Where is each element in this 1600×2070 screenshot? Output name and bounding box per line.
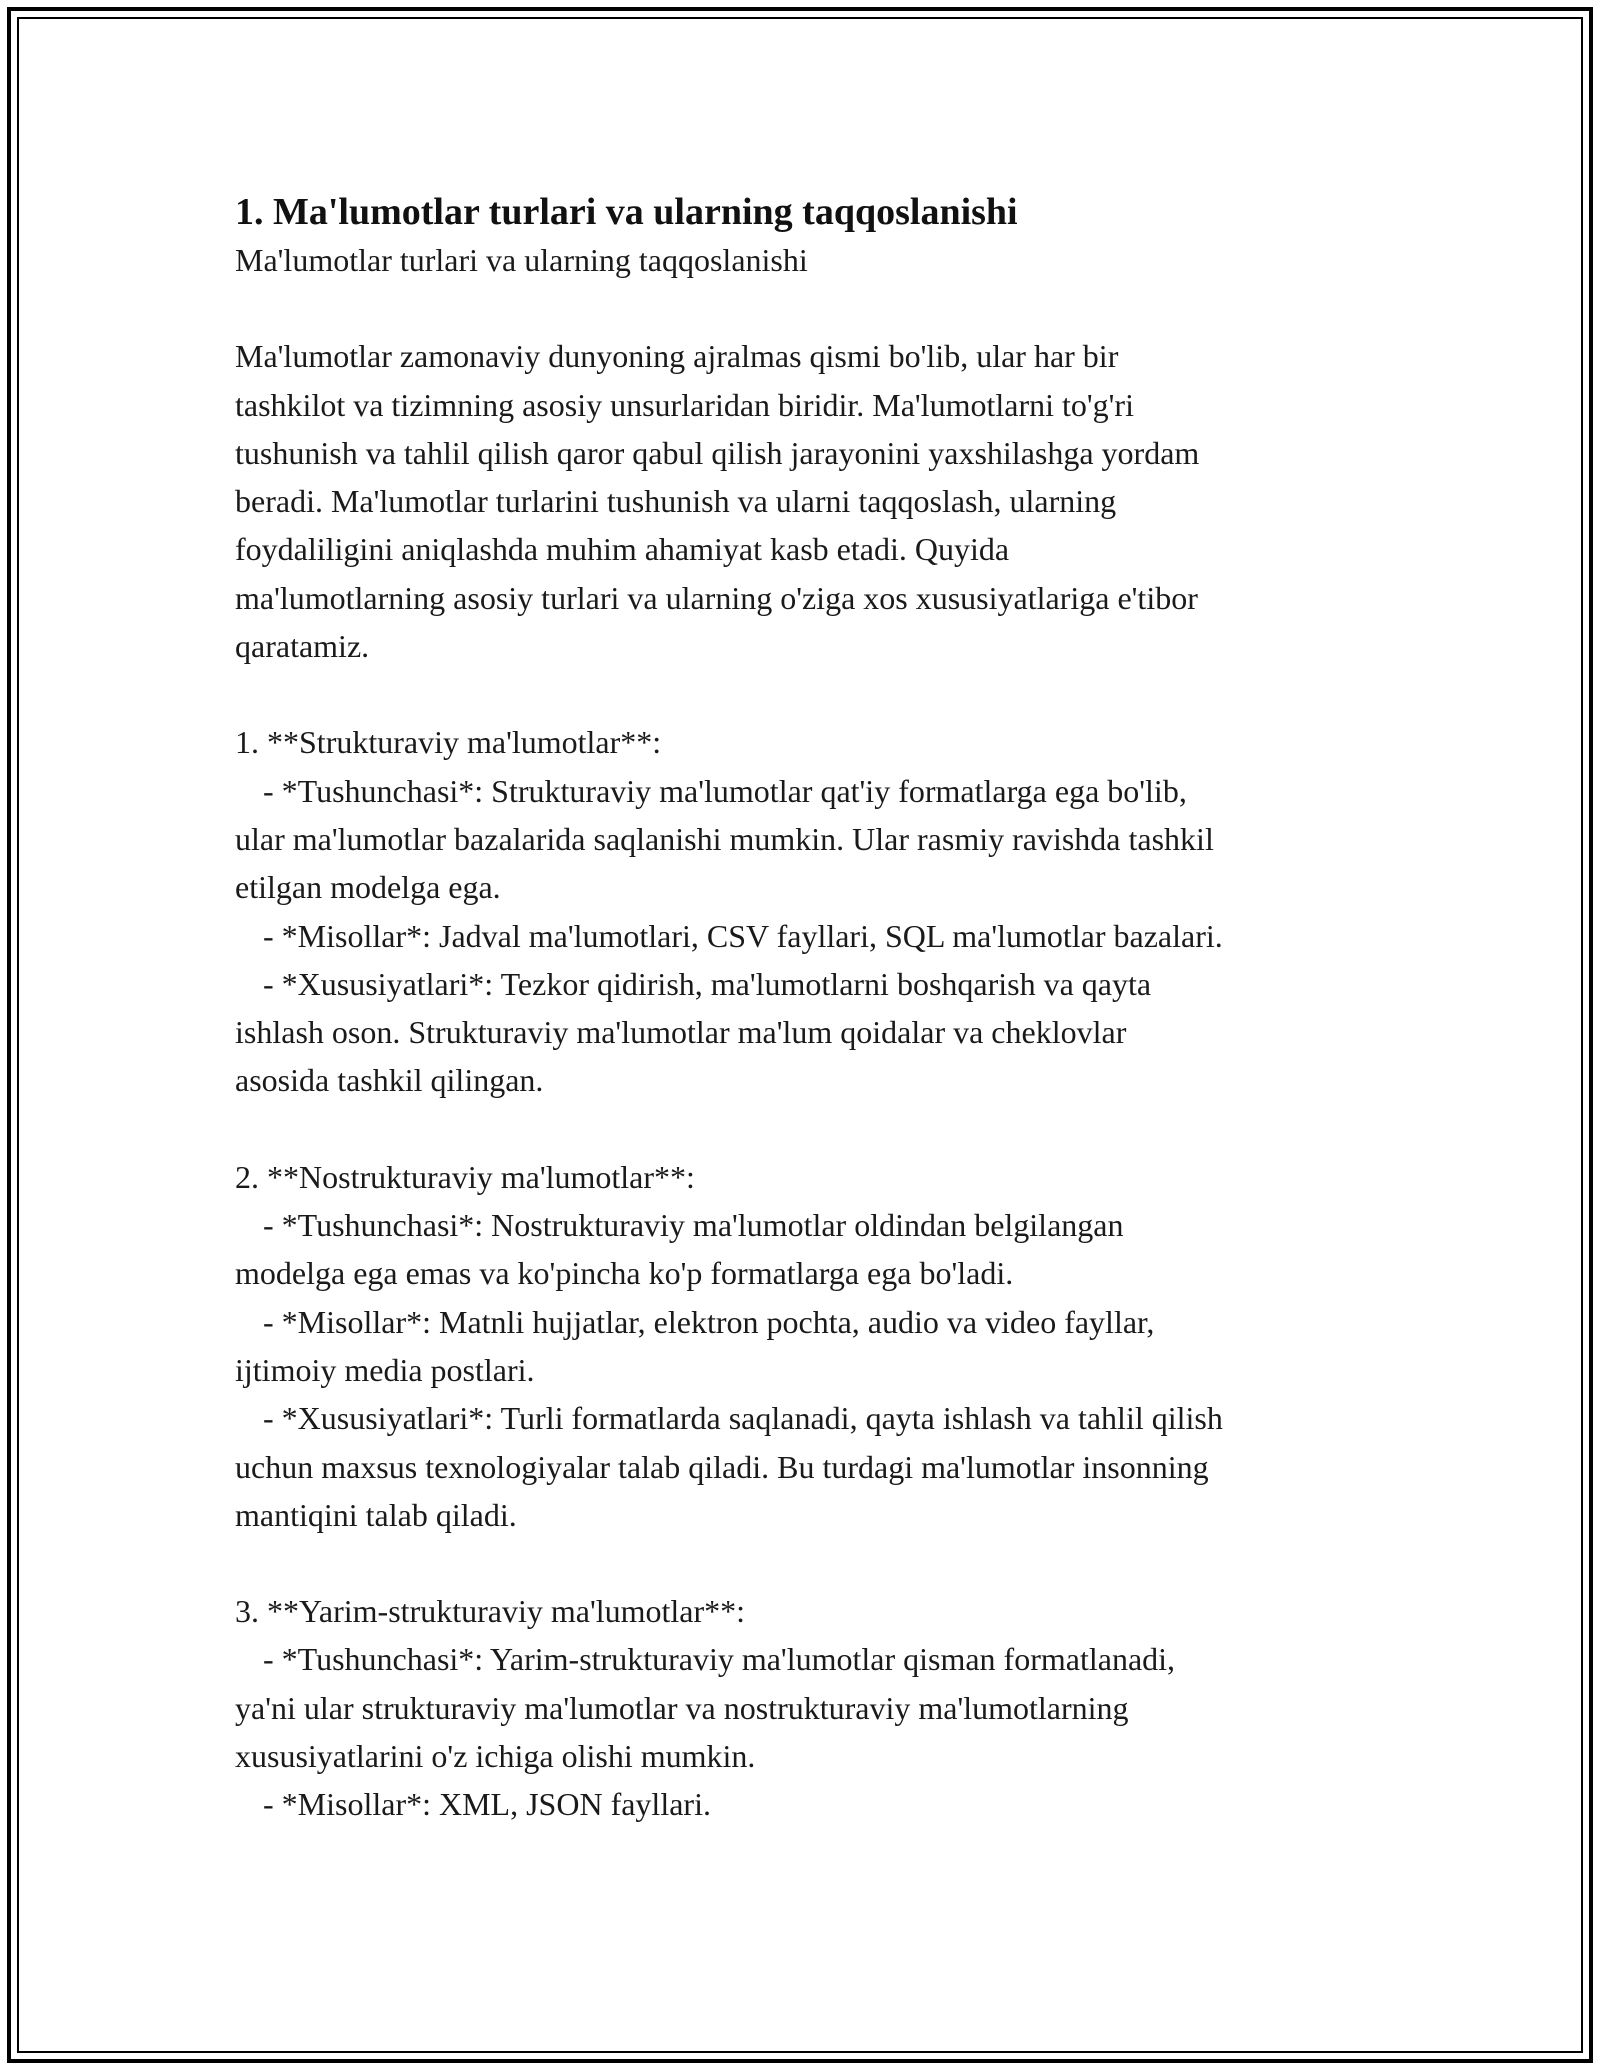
section-line: modelga ega emas va ko'pincha ko'p formatlarga ega bo'ladi. <box>235 1255 1014 1292</box>
document-title: 1. Ma'lumotlar turlari va ularning taqqoslanishi <box>235 191 1018 233</box>
document-subtitle: Ma'lumotlar turlari va ularning taqqoslanishi <box>235 242 808 278</box>
section-line: - *Misollar*: Jadval ma'lumotlari, CSV fayllari, SQL ma'lumotlar bazalari. <box>263 917 1223 954</box>
section-line: - *Tushunchasi*: Strukturaviy ma'lumotlar qat'iy formatlarga ega bo'lib, <box>263 772 1187 809</box>
section-line: asosida tashkil qilingan. <box>235 1062 544 1099</box>
intro-paragraph: Ma'lumotlar zamonaviy dunyoning ajralmas qismi bo'lib, ular har bir tashkilot va tizimning asosiy unsurlaridan biridir. Ma'lumotlarni to'g'ri tushunish va tahlil qilish qaror qabul qilish jarayonini yaxshilashga yordam beradi. Ma'lumotlar turlarini tushunish va ularni taqqoslash, ularning foydaliligini aniqlashda muhim ahamiyat kasb etadi. Quyida ma'lumotlarning asosiy turlari va ularning o'ziga xos xususiyatlariga e'tibor qaratamiz. <box>235 338 1200 665</box>
section-heading: 2. **Nostrukturaviy ma'lumotlar**: <box>235 1158 695 1195</box>
section-line: mantiqini talab qiladi. <box>235 1496 517 1533</box>
section-line: - *Misollar*: XML, JSON fayllari. <box>263 1786 711 1823</box>
document-body <box>235 188 1395 1829</box>
section-line: ijtimoiy media postlari. <box>235 1351 535 1388</box>
section-unstructured <box>235 1153 1395 1539</box>
section-line: - *Tushunchasi*: Yarim-strukturaviy ma'lumotlar qisman formatlanadi, <box>263 1641 1176 1678</box>
section-line: etilgan modelga ega. <box>235 869 501 906</box>
section-line: ya'ni ular strukturaviy ma'lumotlar va nostrukturaviy ma'lumotlarning <box>235 1689 1129 1726</box>
section-line: - *Tushunchasi*: Nostrukturaviy ma'lumotlar oldindan belgilangan <box>263 1207 1124 1244</box>
section-line: - *Xususiyatlari*: Turli formatlarda saqlanadi, qayta ishlash va tahlil qilish <box>263 1400 1223 1437</box>
section-line: - *Misollar*: Matnli hujjatlar, elektron pochta, audio va video fayllar, <box>263 1303 1155 1340</box>
section-structured <box>235 718 1395 1104</box>
section-line: xususiyatlarini o'z ichiga olishi mumkin. <box>235 1738 756 1775</box>
section-heading: 3. **Yarim-strukturaviy ma'lumotlar**: <box>235 1593 746 1630</box>
section-line: uchun maxsus texnologiyalar talab qiladi. Bu turdagi ma'lumotlar insonning <box>235 1448 1209 1485</box>
section-semi-structured <box>235 1587 1395 1828</box>
section-heading: 1. **Strukturaviy ma'lumotlar**: <box>235 724 662 761</box>
section-line: ular ma'lumotlar bazalarida saqlanishi mumkin. Ular rasmiy ravishda tashkil <box>235 820 1214 857</box>
section-line: ishlash oson. Strukturaviy ma'lumotlar ma'lum qoidalar va cheklovlar <box>235 1014 1127 1051</box>
section-line: - *Xususiyatlari*: Tezkor qidirish, ma'lumotlarni boshqarish va qayta <box>263 965 1152 1002</box>
